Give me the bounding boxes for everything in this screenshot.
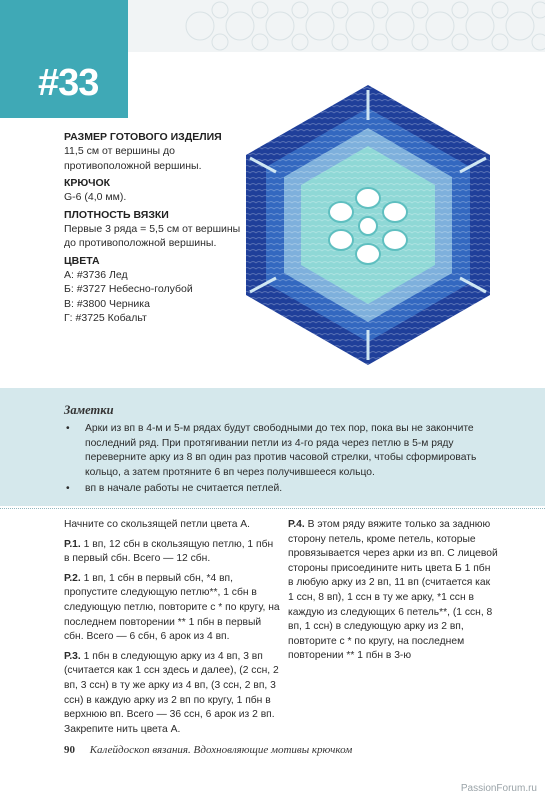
hook-title: КРЮЧОК [64,177,111,189]
row-2 [64,572,280,645]
color-item: В: #3800 Черника [64,297,150,310]
divider [0,508,545,509]
row-label: Р.2. [64,572,81,584]
gauge-text: Первые 3 ряда = 5,5 см от вершины до противоположной вершины. [64,222,241,249]
row-1 [64,538,280,567]
row-text: 1 пбн в следующую арку из 4 вп, 3 вп (считается как 1 ссн здесь и далее), (2 ссн, 2 вп, 3 ссн) в ту же арку из 4 вп, (3 ссн, 2 вп, 3 ссн) в каждую арку из 2 вп по кругу, 1 пбн в верхнюю вп. Всего — 36 ссн, 6 арок из 2 вп. Закрепите нить цвета А. [64,650,279,735]
crochet-hexagon-motif [238,80,498,370]
book-title: Калейдоскоп вязания. Вдохновляющие мотивы крючком [89,744,353,756]
list-item [64,482,504,497]
notes-title: Заметки [64,403,114,417]
pattern-number-tab [0,0,128,118]
size-text: 11,5 см от вершины до противоположной вершины. [64,145,202,172]
row-3 [64,650,280,738]
row-text: 1 вп, 1 сбн в первый сбн, *4 вп, пропустите следующую петлю**, 1 сбн в следующую петлю, повторите с * по кругу, на последнем повторении ** 1 пбн в первый сбн. Всего — 6 сбн, 6 арок из 4 вп. [64,572,280,643]
bullet-icon: • [66,423,70,434]
color-item: А: #3736 Лед [64,268,128,281]
row-label: Р.4. [288,519,305,530]
colors-title: ЦВЕТА [64,254,100,267]
note-text: вп в начале работы не считается петлей. [85,483,283,495]
instructions-left-column [64,518,280,742]
watermark: PassionForum.ru [460,783,537,794]
specs-block [64,130,254,326]
row-4 [288,518,498,664]
intro-text: Начните со скользящей петли цвета А. [64,519,251,530]
color-item: Б: #3727 Небесно-голубой [64,283,193,295]
note-text: Арки из вп в 4-м и 5-м рядах будут свободными до тех пор, пока вы не закончите последний ряд. При протягивании петли из 4-го ряда через петлю в 5-м ряду переверните арку из 8 вп один раз против часовой стрелки, чтобы сформировать кольцо, а затем протяните 6 вп через получившееся кольцо. [85,423,477,478]
notes-list [64,422,504,499]
gauge-title: ПЛОТНОСТЬ ВЯЗКИ [64,208,169,221]
size-title: РАЗМЕР ГОТОВОГО ИЗДЕЛИЯ [64,131,222,143]
row-label: Р.3. [64,650,81,662]
instructions-right-column [288,518,498,669]
page-footer [64,744,352,756]
bullet-icon: • [66,483,70,495]
pattern-number: #33 [38,62,99,104]
list-item [64,422,504,480]
row-text: 1 вп, 12 сбн в скользящую петлю, 1 пбн в первый сбн. Всего — 12 сбн. [64,538,274,565]
color-item: Г: #3725 Кобальт [64,312,147,324]
row-label: Р.1. [64,538,81,550]
page-number: 90 [64,744,75,756]
row-text: В этом ряду вяжите только за заднюю сторону петель, кроме петель, которые провязывается через арки из вп. С лицевой стороны присоедините нить цвета Б 1 пбн в любую арку из 2 вп, 11 вп (считается как 1 ссн, 8 вп), 1 ссн в ту же арку, *1 ссн в каждую из следующих 6 петель**, (1 ссн, 8 вп, 1 ссн) в следующую арку из 2 вп, повторите с * по кругу, на последнем повторении ** 1 пбн в 3-ю [288,519,498,662]
hook-text: G-6 (4,0 мм). [64,191,127,203]
